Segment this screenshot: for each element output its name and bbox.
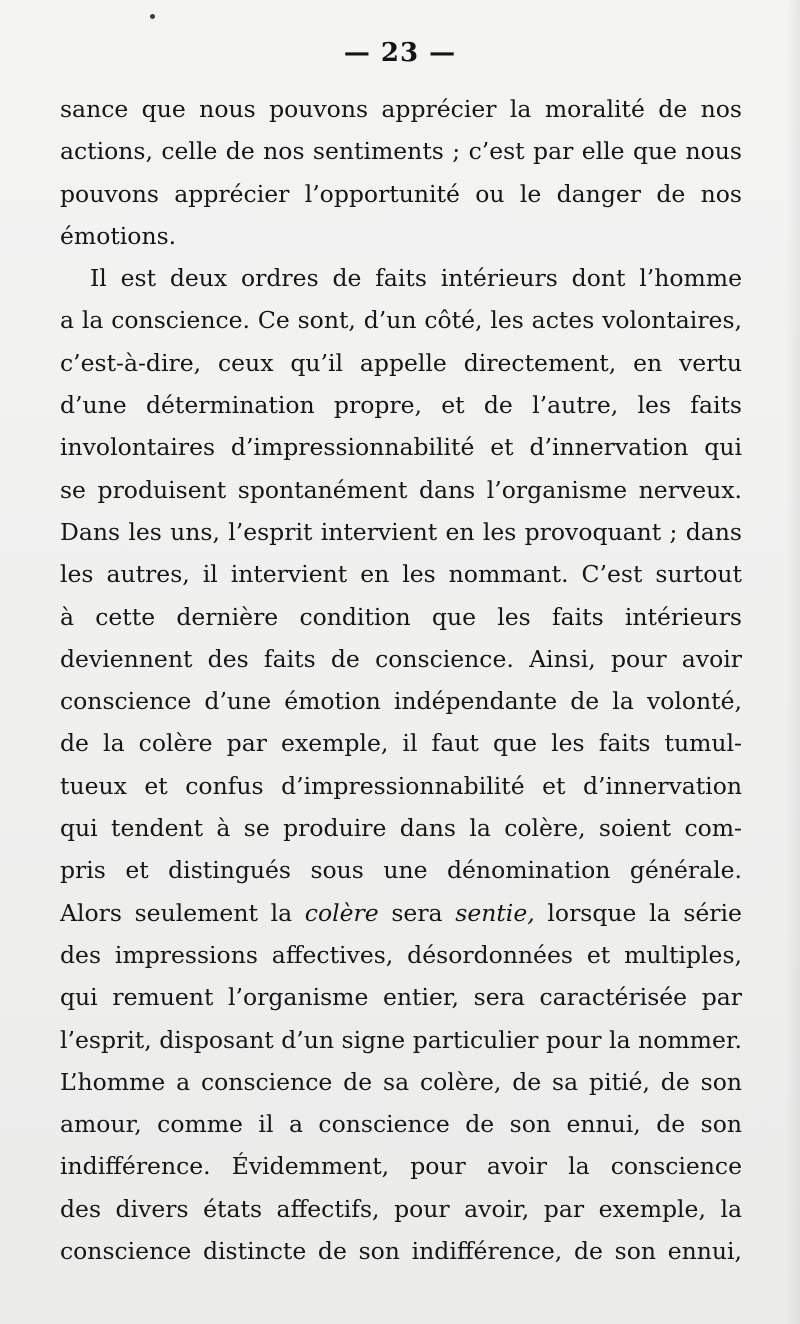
page-number: — 23 — <box>343 38 457 68</box>
text-line: pris et distingués sous une dénomination générale. <box>60 856 742 885</box>
text-line: d’une détermination propre, et de l’autre, les faits <box>60 391 742 420</box>
text-line: indifférence. Évidemment, pour avoir la conscience <box>60 1152 742 1181</box>
text-line: émotions. <box>60 221 177 250</box>
text-line: actions, celle de nos sentiments ; c’est par elle que nous <box>60 137 742 166</box>
text-line: involontaires d’impressionnabilité et d’innervation qui <box>60 433 742 462</box>
page-edge-shadow <box>786 0 800 1324</box>
text-fragment: Alors seulement la <box>60 898 293 927</box>
text-fragment: sera <box>391 898 443 927</box>
text-fragment: lorsque la série <box>547 898 742 927</box>
body-text <box>60 88 742 1272</box>
text-line: tueux et confus d’impressionnabilité et d’innervation <box>60 771 742 800</box>
text-line: les autres, il intervient en les nommant. C’est surtout <box>60 560 742 589</box>
text-line: deviennent des faits de conscience. Ainsi, pour avoir <box>60 644 742 673</box>
text-line: Dans les uns, l’esprit intervient en les provoquant ; dans <box>60 517 742 546</box>
text-line: amour, comme il a conscience de son ennui, de son <box>60 1110 742 1139</box>
italic-word: colère <box>304 898 379 927</box>
text-line <box>60 892 742 934</box>
text-line: de la colère par exemple, il faut que les faits tumul- <box>60 729 742 758</box>
text-line: se produisent spontanément dans l’organisme nerveux. <box>60 475 742 504</box>
text-line: Il est deux ordres de faits intérieurs dont l’homme <box>90 264 742 293</box>
text-line: conscience d’une émotion indépendante de la volonté, <box>60 687 742 716</box>
text-line: L’homme a conscience de sa colère, de sa pitié, de son <box>60 1067 742 1096</box>
text-line: qui remuent l’organisme entier, sera caractérisée par <box>60 983 742 1012</box>
text-line: conscience distincte de son indifférence, de son ennui, <box>60 1237 742 1266</box>
text-line: des divers états affectifs, pour avoir, par exemple, la <box>60 1194 742 1223</box>
text-line: sance que nous pouvons apprécier la moralité de nos <box>60 95 742 123</box>
ink-speck <box>150 14 155 19</box>
text-line: pouvons apprécier l’opportunité ou le danger de nos <box>60 179 742 208</box>
text-line: l’esprit, disposant d’un signe particulier pour la nommer. <box>60 1025 742 1054</box>
italic-word: sentie, <box>455 898 535 927</box>
text-line: a la conscience. Ce sont, d’un côté, les actes volontaires, <box>60 306 742 335</box>
text-line: c’est-à-dire, ceux qu’il appelle directement, en vertu <box>60 348 742 377</box>
text-line: des impressions affectives, désordonnées et multiples, <box>60 940 742 969</box>
text-line: qui tendent à se produire dans la colère, soient com- <box>60 814 742 843</box>
text-line: à cette dernière condition que les faits intérieurs <box>60 602 742 631</box>
